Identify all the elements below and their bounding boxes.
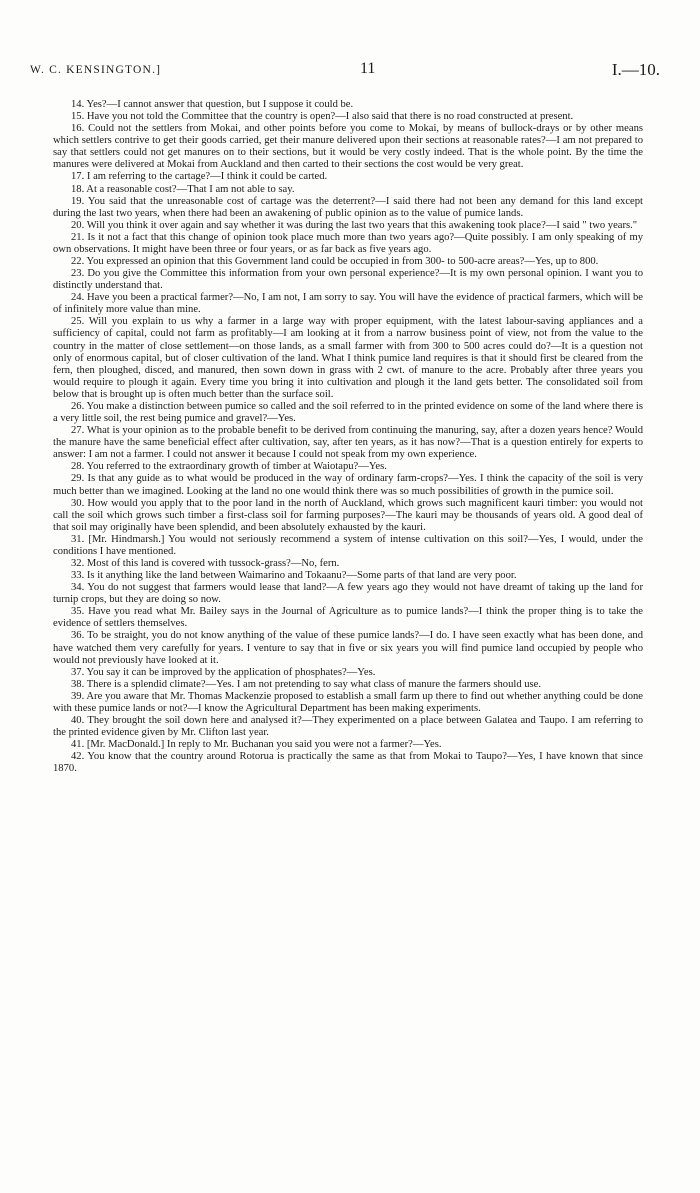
paragraph-q34: 34. You do not suggest that farmers would lease that land?—A few years ago they would not have dreamt of taking up the land for turnip crops, but they are doing so now. <box>53 582 643 606</box>
paragraph-q15: 15. Have you not told the Committee that the country is open?—I also said that there is no road constructed at present. <box>71 111 574 123</box>
paragraph-q39: 39. Are you aware that Mr. Thomas Mackenzie proposed to establish a small farm up there to find out whether anything could be done with these pumice lands or not?—I know the Agricultural Department has been making experiments. <box>53 690 643 714</box>
paragraph-q31: 31. [Mr. Hindmarsh.] You would not seriously recommend a system of intense cultivation on this soil?—Yes, I would, under the conditions I have mentioned. <box>53 533 643 557</box>
paragraph-q26: 26. You make a distinction between pumice so called and the soil referred to in the printed evidence on some of the land where there is a very little soil, the rest being pumice and gravel?—Yes. <box>53 400 643 425</box>
paragraph-q22: 22. You expressed an opinion that this Government land could be occupied in from 300- to 500-acre areas?—Yes, up to 800. <box>71 256 599 268</box>
page-header <box>30 60 660 82</box>
paragraph-q27: 27. What is your opinion as to the probable benefit to be derived from continuing the manuring, say, after a dozen years hence? Would the manure have the same beneficial effect after cultivation, say, after ten years, as it has now?—That is a question entirely for experts to answer: I am not a farmer. I could not answer it because I could not speak from my own experience. <box>53 425 643 461</box>
paragraph-q18: 18. At a reasonable cost?—That I am not able to say. <box>71 183 295 195</box>
paragraph-q21: 21. Is it not a fact that this change of opinion took place much more than two years ago?—Quite possibly. I am only speaking of my own observations. It might have been three or four years, or as far back as five years ago. <box>53 231 643 255</box>
paragraph-q30: 30. How would you apply that to the poor land in the north of Auckland, which grows such magnificent kauri timber: you would not call the soil which grows such timber a first-class soil for farming purposes?—The kauri may be thousands of years old. A good deal of that soil may originally have been splendid, and been absolutely exhausted by the kauri. <box>53 497 643 533</box>
paragraph-q25: 25. Will you explain to us why a farmer in a large way with proper equipment, with the latest labour-saving appliances and a sufficiency of capital, could not farm as profitably—I am looking at it from a narrow business point of view, not from the value to the country in the matter of close settlement—on those lands, as a small farmer with from 300 to 500 acres could do?—It is a question not only of enormous capital, but of closer cultivation of the land. What I think pumice land requires is that it should first be cleared from the fern, then ploughed, disced, and manured, then sown down in grass with 2 cwt. of manure to the acre. Probably after three years you would require to plough it again. Every time you bring it into cultivation and plough it the land gets better. The consolidated soil from below that is brought up is often much better than the surface soil. <box>53 316 643 400</box>
paragraph-q19: 19. You said that the unreasonable cost of cartage was the deterrent?—I said there had not been any demand for this land except during the last two years, when there had been an awakening of public opinion as to the value of pumice lands. <box>53 195 643 219</box>
paragraph-q36: 36. To be straight, you do not know anything of the value of these pumice lands?—I do. I have seen exactly what has been done, and have watched them very carefully for years. I venture to say that in five or six years you will find pumice land occupied by people who would not previously have looked at it. <box>53 630 643 666</box>
paragraph-q16: 16. Could not the settlers from Mokai, and other points before you come to Mokai, by means of bullock-drays or by other means which settlers contrive to get their goods carried, get their manure delivered upon their sections at reasonable rates?—I am not prepared to say that settlers could not get manures on to their sections, but it would be very costly indeed. That is the whole point. By the time the manures were delivered at Mokai from Auckland and then carted to their sections the cost would be very great. <box>53 123 643 171</box>
paragraph-q37: 37. You say it can be improved by the application of phosphates?—Yes. <box>71 666 376 678</box>
paragraph-q41: 41. [Mr. MacDonald.] In reply to Mr. Buchanan you said you were not a farmer?—Yes. <box>71 739 442 751</box>
paragraph-q29: 29. Is that any guide as to what would be produced in the way of ordinary farm-crops?—Yes. I think the capacity of the soil is very much better than we imagined. Looking at the land no one would think there was so much possibilities of growth in the pumice soil. <box>53 473 643 497</box>
paragraph-q40: 40. They brought the soil down here and analysed it?—They experimented on a place between Galatea and Taupo. I am referring to the printed evidence given by Mr. Clifton last year. <box>53 714 643 739</box>
paragraph-q28: 28. You referred to the extraordinary growth of timber at Waiotapu?—Yes. <box>71 461 387 473</box>
page-number: 11 <box>360 60 376 77</box>
paragraph-q23: 23. Do you give the Committee this information from your own personal experience?—It is my own personal opinion. I want you to distinctly understand that. <box>53 268 643 292</box>
paragraph-q14: 14. Yes?—I cannot answer that question, but I suppose it could be. <box>71 99 354 110</box>
paragraph-q38: 38. There is a splendid climate?—Yes. I am not pretending to say what class of manure the farmers should use. <box>71 678 542 690</box>
page-body <box>53 99 643 775</box>
paragraph-q42: 42. You know that the country around Rotorua is practically the same as that from Mokai to Taupo?—Yes, I have known that since 1870. <box>53 751 643 775</box>
document-reference: I.—10. <box>611 60 660 79</box>
paragraph-q20: 20. Will you think it over again and say whether it was during the last two years that this awakening took place?—I said " two years." <box>71 219 638 231</box>
paragraph-q24: 24. Have you been a practical farmer?—No, I am not, I am sorry to say. You will have the evidence of practical farmers, which will be of infinitely more value than mine. <box>53 292 643 316</box>
paragraph-q33: 33. Is it anything like the land between Waimarino and Tokaanu?—Some parts of that land are very poor. <box>71 570 517 582</box>
paragraph-q35: 35. Have you read what Mr. Bailey says in the Journal of Agriculture as to pumice lands?—I think the proper thing is to take the evidence of settlers themselves. <box>53 606 643 630</box>
paragraph-q17: 17. I am referring to the cartage?—I think it could be carted. <box>71 171 328 183</box>
header-witness-name: W. C. KENSINGTON.] <box>30 64 162 76</box>
paragraph-q32: 32. Most of this land is covered with tussock-grass?—No, fern. <box>71 557 340 569</box>
